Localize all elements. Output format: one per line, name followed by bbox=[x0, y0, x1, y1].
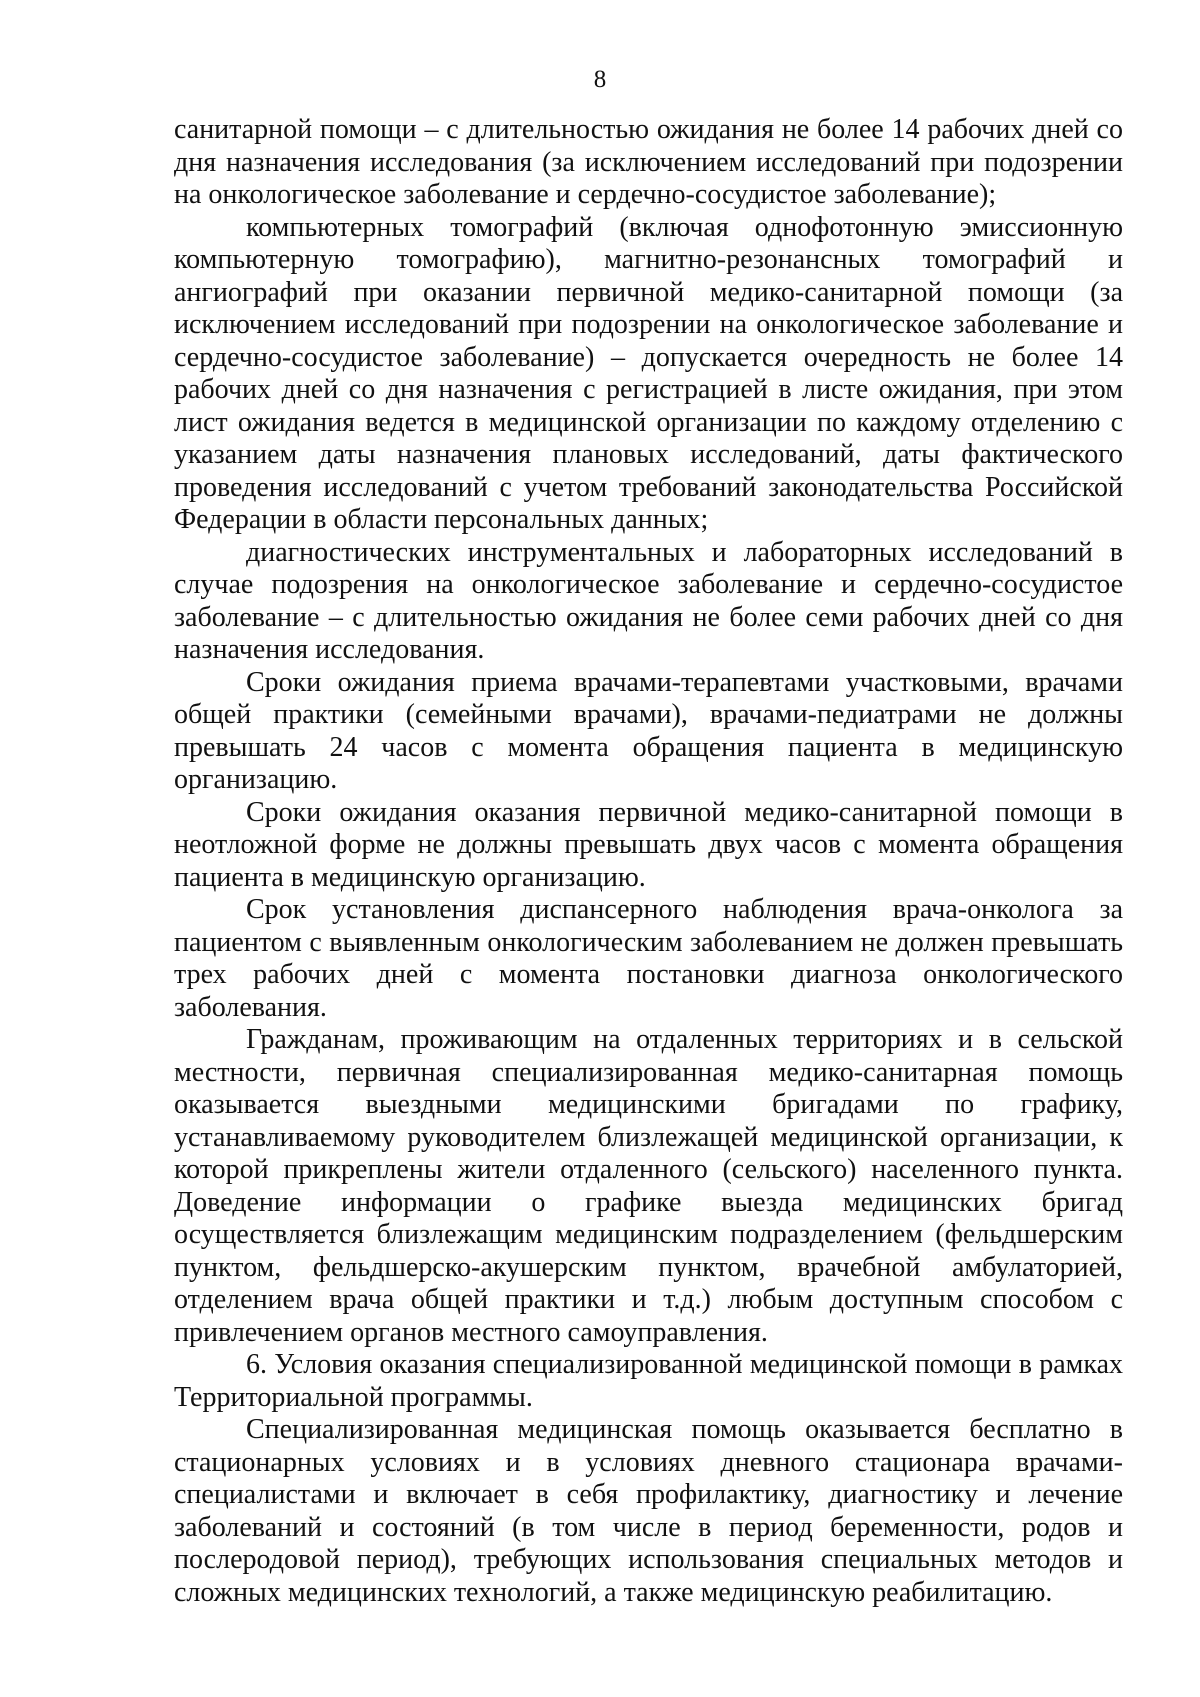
paragraph-oncology-diagnostics: диагностических инструментальных и лабораторных исследований в случае подозрения на онкологическое заболевание и сердечно-сосудистое заболевание – с длительностью ожидания не более семи рабочих дней со дня назначения исследования. bbox=[174, 536, 1123, 665]
paragraph-rural-care: Гражданам, проживающим на отдаленных территориях и в сельской местности, первичная специализированная медико-санитарная помощь оказывается выездными медицинскими бригадами по графику, устанавливаемому руководителем близлежащей медицинской организации, к которой прикреплены жители отдаленного (сельского) населенного пункта. Доведение информации о графике выезда медицинских бригад осуществляется близлежащим медицинским подразделением (фельдшерским пунктом, фельдшерско-акушерским пунктом, врачебной амбулаторией, отделением врача общей практики и т.д.) любым доступным способом с привлечением органов местного самоуправления. bbox=[174, 1024, 1123, 1348]
body-text bbox=[174, 114, 1123, 1609]
paragraph-ct-mri-waiting: компьютерных томографий (включая однофотонную эмиссионную компьютерную томографию), магнитно-резонансных томографий и ангиографий при оказании первичной медико-санитарной помощи (за исключением исследований при подозрении на онкологическое заболевание и сердечно-сосудистое заболевание) – допускается очередность не более 14 рабочих дней со дня назначения с регистрацией в листе ожидания, при этом лист ожидания ведется в медицинской организации по каждому отделению с указанием даты назначения плановых исследований, даты фактического проведения исследований с учетом требований законодательства Российской Федерации в области персональных данных; bbox=[174, 211, 1123, 535]
paragraph-urgent-care-waiting: Сроки ожидания оказания первичной медико-санитарной помощи в неотложной форме не должны превышать двух часов с момента обращения пациента в медицинскую организацию. bbox=[174, 796, 1123, 893]
paragraph-therapist-waiting: Сроки ожидания приема врачами-терапевтами участковыми, врачами общей практики (семейными врачами), врачами-педиатрами не должны превышать 24 часов с момента обращения пациента в медицинскую организацию. bbox=[174, 666, 1123, 795]
paragraph-continuation: санитарной помощи – с длительностью ожидания не более 14 рабочих дней со дня назначения исследования (за исключением исследований при подозрении на онкологическое заболевание и сердечно-сосудистое заболевание); bbox=[174, 114, 1123, 210]
paragraph-specialized-care: Специализированная медицинская помощь оказывается бесплатно в стационарных условиях и в условиях дневного стационара врачами-специалистами и включает в себя профилактику, диагностику и лечение заболеваний и состояний (в том числе в период беременности, родов и послеродовой период), требующих использования специальных методов и сложных медицинских технологий, а также медицинскую реабилитацию. bbox=[174, 1414, 1123, 1608]
section-heading-specialized-care: 6. Условия оказания специализированной медицинской помощи в рамках Территориальной программы. bbox=[174, 1349, 1123, 1413]
page-number: 8 bbox=[593, 66, 607, 93]
paragraph-oncologist-observation: Срок установления диспансерного наблюдения врача-онколога за пациентом с выявленным онкологическим заболеванием не должен превышать трех рабочих дней с момента постановки диагноза онкологического заболевания. bbox=[174, 894, 1123, 1023]
